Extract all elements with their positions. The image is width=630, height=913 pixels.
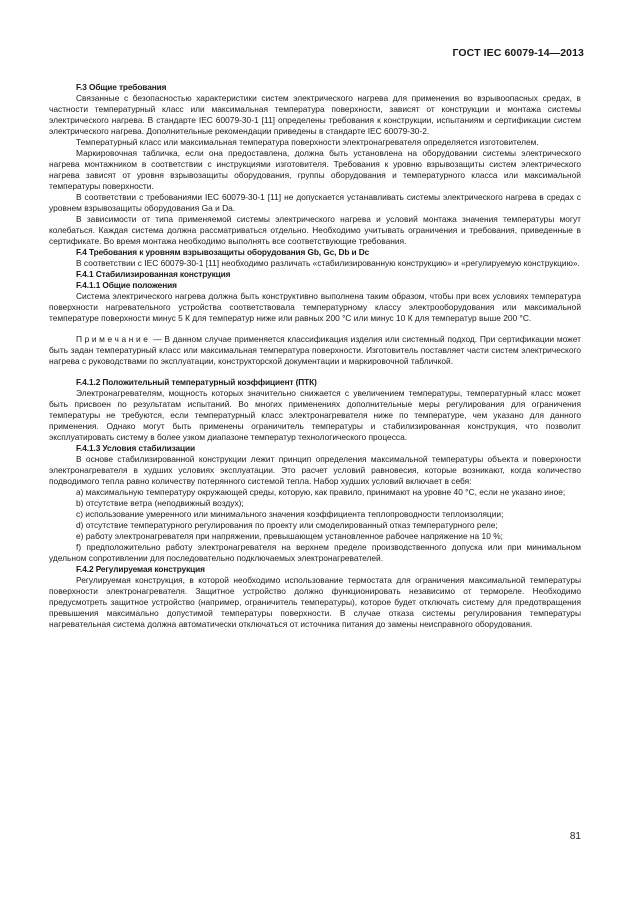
section-heading: F.4.1.2 Положительный температурный коэффициент (ПТК)	[76, 377, 317, 387]
paragraph: Маркировочная табличка, если она предоставлена, должна быть установлена на оборудовании системы электрического нагрева монтажником в соответствии с инструкциями изготовителя. Требования к уровню взрывозащиты систем электрического нагрева зависят от уровня взрывозащиты оборудования, группы оборудования и температурного класса или максимальной температуры поверхности.	[49, 148, 581, 191]
list-item: d) отсутствие температурного регулирования по проекту или смоделированный отказ температурного реле;	[76, 520, 498, 530]
document-body	[49, 82, 581, 630]
paragraph: В основе стабилизированной конструкции лежит принцип определения максимальной температуры объекта и поверхности электронагревателя в худших условиях эксплуатации. Это расчет условий равновесия, которые возникают, когда количество подводимого тепла равно количеству потерянного системой тепла. Набор худших условий включает в себя:	[49, 454, 581, 486]
section-heading: F.4.2 Регулируемая конструкция	[76, 564, 205, 574]
list-item: f) предположительно работу электронагревателя на верхнем пределе производственного допуска или при минимальном удельном сопротивлении для последовательно подключаемых электронагревателей.	[49, 542, 581, 563]
paragraph: Система электрического нагрева должна быть конструктивно выполнена таким образом, чтобы при всех условиях температура поверхности нагревательного устройства соответствовала температурному классу электрооборудования или максимальной температуре поверхности минус 5 К для температур ниже или равных 200 °С или минус 10 К для температур выше 200 °С.	[49, 291, 581, 323]
note-text: — В данном случае применяется классификация изделия или системный подход. При сертификации может быть задан температурный класс или максимальная температура поверхности. Изготовитель поставляет части систем электрического нагрева с руководствами по эксплуатации, конструкторской документации и маркировочной табличкой.	[49, 334, 581, 366]
list-item: а) максимальную температуру окружающей среды, которую, как правило, принимают на уровне 40 °С, если не указано иное;	[76, 487, 566, 497]
page-number: 81	[569, 831, 581, 842]
paragraph: В соответствии с IEC 60079-30-1 [11] необходимо различать «стабилизированную конструкцию» и «регулируемую конструкцию».	[76, 258, 580, 268]
list-item: с) использование умеренного или минимального значения коэффициента теплопроводности теплоизоляции;	[76, 509, 504, 519]
standard-header: ГОСТ IEC 60079-14—2013	[452, 47, 584, 59]
paragraph: Связанные с безопасностью характеристики систем электрического нагрева для применения во взрывоопасных средах, в частности температурный класс или максимальная температура поверхности, зависят от конструкции и монтажа системы электрического нагрева. В стандарте IEC 60079-30-1 [11] определены требования к конструкции, испытаниям и сертификации систем электрического нагрева. Дополнительные рекомендации приведены в стандарте IEC 60079-30-2.	[49, 93, 581, 136]
list-item: b) отсутствие ветра (неподвижный воздух);	[76, 498, 244, 508]
paragraph: Электронагревателям, мощность которых значительно снижается с увеличением температуры, температурный класс может быть присвоен по результатам испытаний. Во многих применениях дополнительные меры регулирования для ограничения температуры не требуются, если температурный класс электронагревателя ниже по температуре, чем указано для данного применения. Однако могут быть применены ограничитель температуры и стабилизированная конструкция, что позволит эксплуатировать систему в более узком диапазоне температур технологического процесса.	[49, 388, 581, 442]
list-item: е) работу электронагревателя при напряжении, превышающем установленное рабочее напряжение на 10 %;	[76, 531, 503, 541]
section-heading: F.4 Требования к уровням взрывозащиты оборудования Gb, Gc, Db и Dc	[76, 247, 370, 257]
paragraph: В зависимости от типа применяемой системы электрического нагрева и условий монтажа значения температуры могут колебаться. Каждая система должна рассматриваться отдельно. Необходимо учитывать ограничения и требования, приведенные в сертификате. Во время монтажа необходимо выполнять все соответствующие требования.	[49, 214, 581, 246]
paragraph: В соответствии с требованиями IEC 60079-30-1 [11] не допускается устанавливать системы электрического нагрева в средах с уровнем взрывозащиты оборудования Ga и Da.	[49, 192, 581, 213]
section-heading: F.4.1 Стабилизированная конструкция	[76, 269, 231, 279]
section-heading: F.4.1.3 Условия стабилизации	[76, 443, 196, 453]
section-heading: F.3 Общие требования	[76, 82, 167, 92]
paragraph: Температурный класс или максимальная температура поверхности электронагревателя определяется изготовителем.	[76, 137, 539, 147]
paragraph: Регулируемая конструкция, в которой необходимо использование термостата для ограничения максимальной температуры поверхности электронагревателя. Защитное устройство должно функционировать независимо от термореле. Необходимо предусмотреть защитное устройство (например, ограничитель температуры), которое будет отключать систему для предотвращения превышения максимально допустимой температуры поверхности. В случае отказа системы регулирования температуры нагревательная система должна автоматически отключаться от источника питания до замены неисправного оборудования.	[49, 575, 581, 629]
section-heading: F.4.1.1 Общие положения	[76, 280, 177, 290]
note-label: Примечание	[76, 334, 151, 344]
note-paragraph	[49, 334, 581, 367]
